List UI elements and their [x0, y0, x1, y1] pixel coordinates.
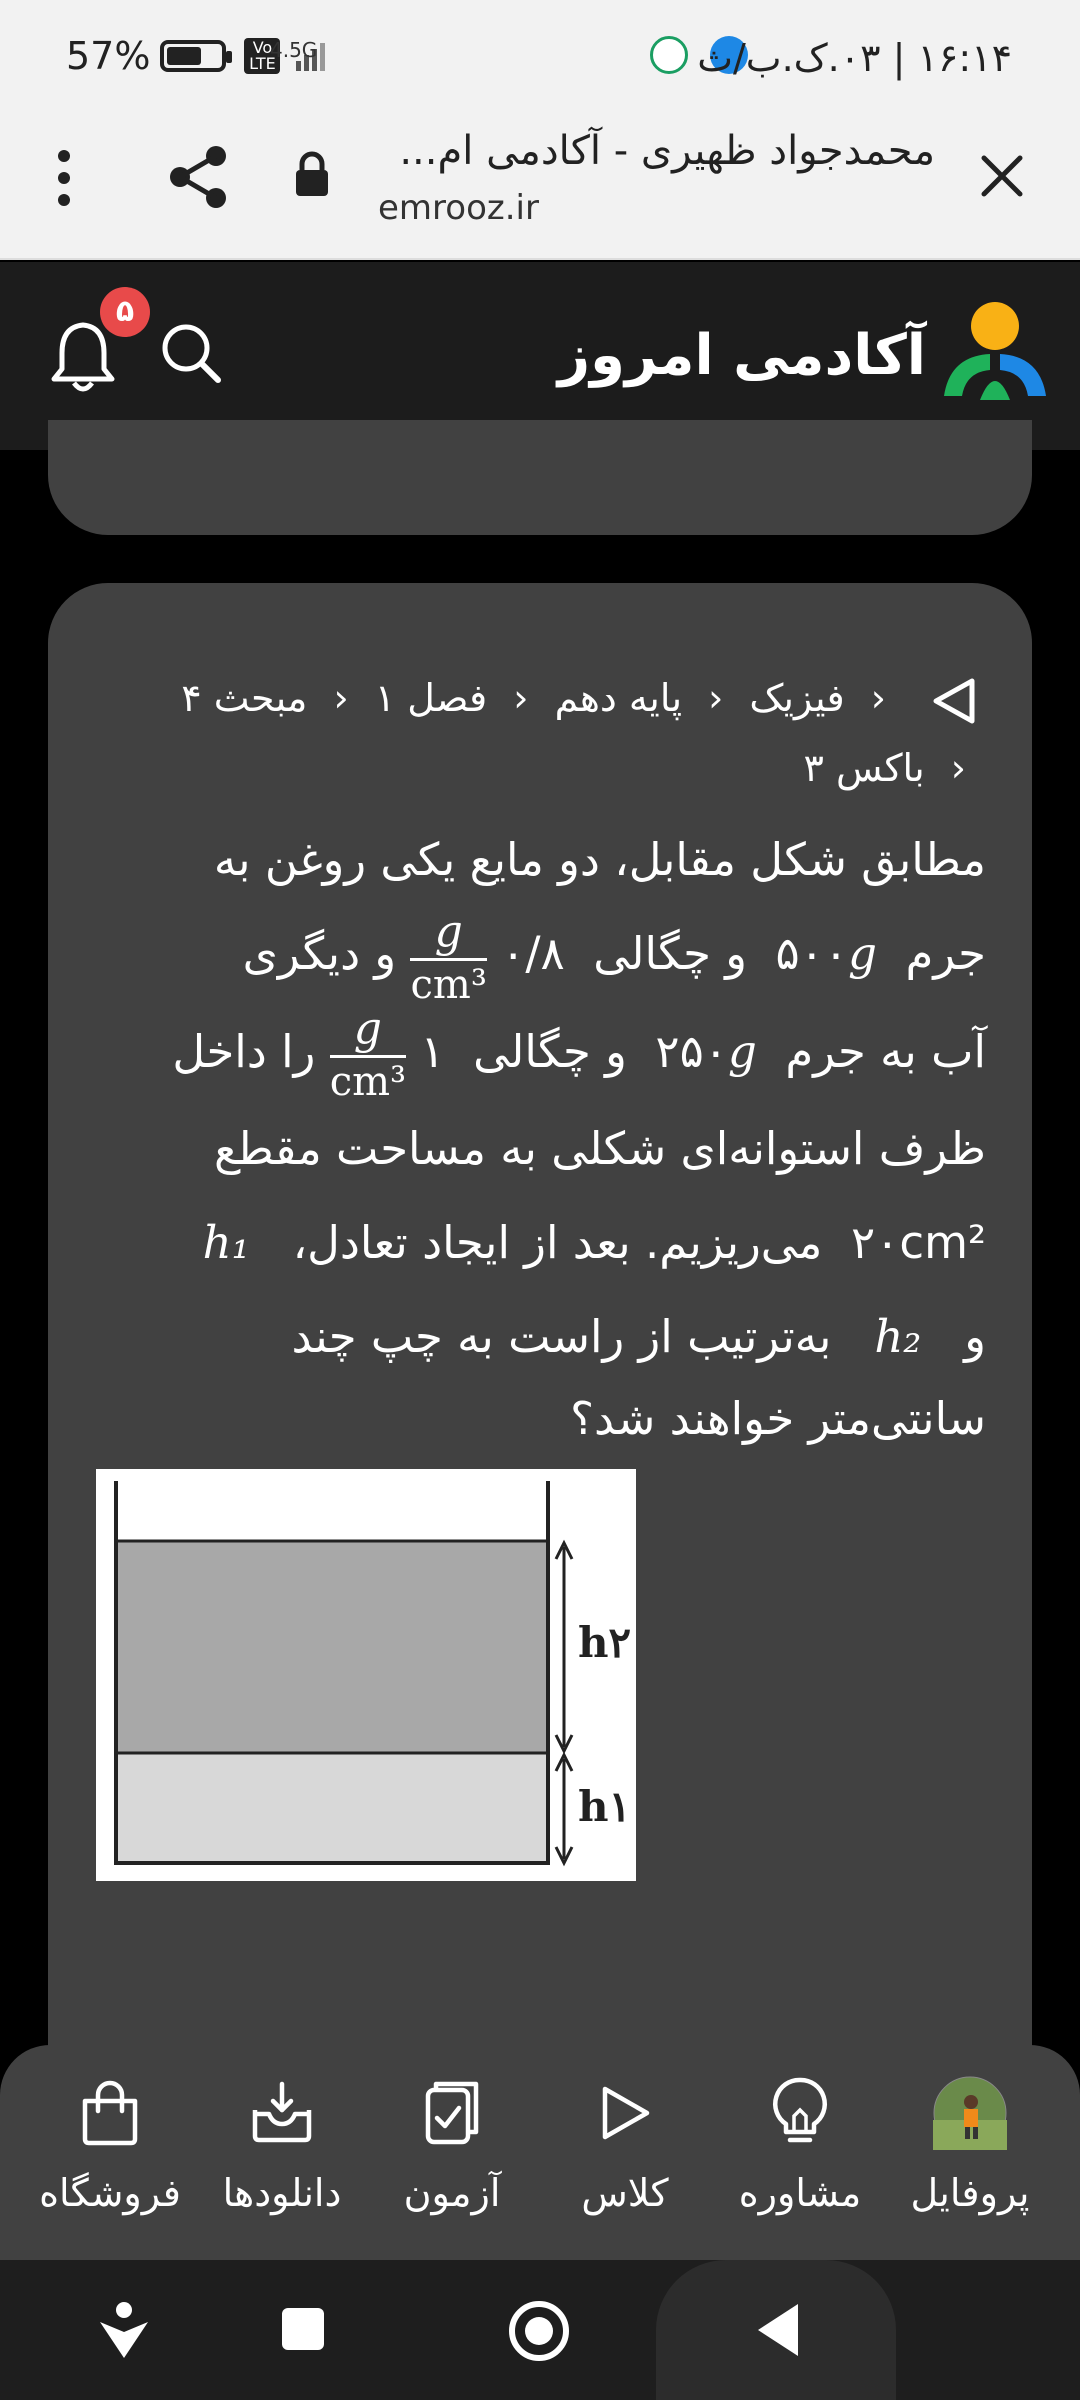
system-navigation-bar — [0, 2260, 1080, 2400]
battery-indicator — [66, 34, 226, 78]
volte-icon: Vo LTE — [244, 38, 280, 74]
back-icon[interactable] — [752, 2300, 804, 2360]
nav-item-exam[interactable] — [362, 2073, 542, 2215]
question-line: ظرف استوانه‌ای شکلی به مساحت مقطع — [213, 1122, 986, 1175]
chevron-left-icon: ‹ — [870, 676, 886, 720]
bottom-navigation — [0, 2045, 1080, 2260]
breadcrumb — [100, 663, 980, 803]
fraction-numerator: g — [330, 1007, 406, 1058]
more-options-icon[interactable] — [54, 148, 74, 208]
nav-label: پروفایل — [910, 2171, 1030, 2215]
previous-card — [48, 420, 1032, 535]
brand-logo[interactable] — [558, 300, 1050, 410]
content-area — [0, 450, 1080, 2050]
breadcrumb-item-topic[interactable]: مبحث ۴ — [181, 676, 308, 720]
nav-item-shop[interactable] — [20, 2073, 200, 2215]
breadcrumb-item-chapter[interactable]: فصل ۱ — [374, 676, 488, 720]
question-text-fragment: به‌ترتیب از راست به چپ چند — [291, 1310, 832, 1363]
h1-label: h۱ — [578, 1782, 632, 1831]
fraction-denominator: cm³ — [329, 1059, 407, 1105]
question-line — [106, 1290, 986, 1384]
fraction-denominator: cm³ — [410, 961, 487, 1008]
question-card — [48, 583, 1032, 2083]
chevron-left-icon: ‹ — [513, 676, 529, 720]
question-text-fragment: و چگالی — [473, 1024, 627, 1078]
nav-item-consulting[interactable] — [710, 2073, 890, 2215]
h2-label: h۲ — [578, 1618, 632, 1667]
nav-item-downloads[interactable] — [192, 2073, 372, 2215]
question-line — [106, 1196, 986, 1290]
page-title: محمدجواد ظهیری - آکادمی ام... — [399, 128, 935, 174]
h1-variable: h₁ — [202, 1216, 250, 1269]
question-text-fragment: و — [964, 1310, 986, 1363]
breadcrumb-item-subject[interactable]: فیزیک — [749, 676, 845, 720]
nav-label: کلاس — [581, 2171, 669, 2215]
chevron-left-icon: ‹ — [950, 746, 966, 790]
nav-item-profile[interactable] — [880, 2073, 1060, 2215]
mass-value: ۲۵۰ — [655, 1024, 728, 1078]
container-diagram — [96, 1469, 636, 1881]
recent-apps-icon[interactable] — [280, 2306, 326, 2352]
share-icon[interactable] — [168, 144, 230, 210]
question-line: سانتی‌متر خواهند شد؟ — [570, 1392, 986, 1445]
network-type: 4.5G — [270, 38, 318, 62]
density-fraction — [329, 1003, 407, 1105]
question-text — [106, 813, 986, 1454]
chevron-left-icon: ‹ — [333, 676, 349, 720]
home-icon[interactable] — [508, 2300, 570, 2362]
question-text-fragment: آب به جرم — [785, 1024, 986, 1078]
question-line — [106, 905, 986, 1008]
question-line: مطابق شکل مقابل، دو مایع یکی روغن به — [213, 833, 986, 886]
custom-tab-bar — [0, 110, 1080, 260]
lightbulb-icon — [770, 2076, 830, 2150]
question-text-fragment: می‌ریزیم. بعد از ایجاد تعادل، — [292, 1216, 823, 1269]
app-notification-icon — [650, 36, 688, 74]
play-icon — [597, 2083, 653, 2143]
density-fraction — [410, 905, 487, 1008]
clipboard-check-icon — [422, 2078, 482, 2148]
page-domain: emrooz.ir — [378, 188, 539, 228]
water-layer — [118, 1753, 546, 1861]
area-value: ۲۰cm² — [851, 1216, 986, 1269]
breadcrumb-item-grade[interactable]: پایه دهم — [554, 676, 683, 720]
nav-label: مشاوره — [738, 2171, 862, 2215]
question-figure — [96, 1469, 636, 1881]
question-text-fragment: جرم — [905, 927, 986, 980]
question-text-fragment: را داخل — [172, 1024, 316, 1078]
density-value: ۰/۸ — [501, 927, 565, 980]
status-bar — [0, 0, 1080, 110]
status-time: ۱۶:۱۴ | ۰۳.ک.ب/ث — [697, 36, 1012, 80]
download-tray-icon — [249, 2080, 315, 2146]
notification-badge: ۵ — [100, 287, 150, 337]
mass-unit: g — [848, 927, 877, 980]
nav-item-class[interactable] — [535, 2073, 715, 2215]
battery-percent: 57% — [66, 34, 151, 78]
search-icon[interactable] — [158, 320, 224, 386]
oil-layer — [118, 1541, 546, 1753]
accessibility-icon[interactable] — [96, 2300, 152, 2360]
breadcrumb-item-box[interactable]: باکس ۳ — [803, 746, 925, 790]
shopping-bag-icon — [79, 2079, 141, 2147]
avatar — [933, 2076, 1007, 2150]
mass-unit: g — [727, 1024, 757, 1078]
play-icon[interactable] — [930, 675, 980, 727]
battery-icon — [160, 40, 226, 72]
lock-icon[interactable] — [292, 150, 332, 198]
nav-label: دانلودها — [222, 2171, 342, 2215]
density-value: ۱ — [420, 1024, 445, 1078]
nav-label: فروشگاه — [39, 2171, 181, 2215]
close-icon[interactable] — [974, 148, 1030, 204]
brand-name: آکادمی امروز — [557, 322, 926, 388]
question-line — [106, 1005, 986, 1103]
fraction-numerator: g — [410, 910, 486, 961]
logo-mark-icon — [940, 300, 1050, 410]
mass-value: ۵۰۰ — [775, 927, 849, 980]
chevron-left-icon: ‹ — [708, 676, 724, 720]
question-text-fragment: و چگالی — [593, 927, 747, 980]
h2-variable: h₂ — [874, 1310, 922, 1363]
question-text-fragment: و دیگری — [242, 927, 397, 980]
nav-label: آزمون — [403, 2171, 501, 2215]
